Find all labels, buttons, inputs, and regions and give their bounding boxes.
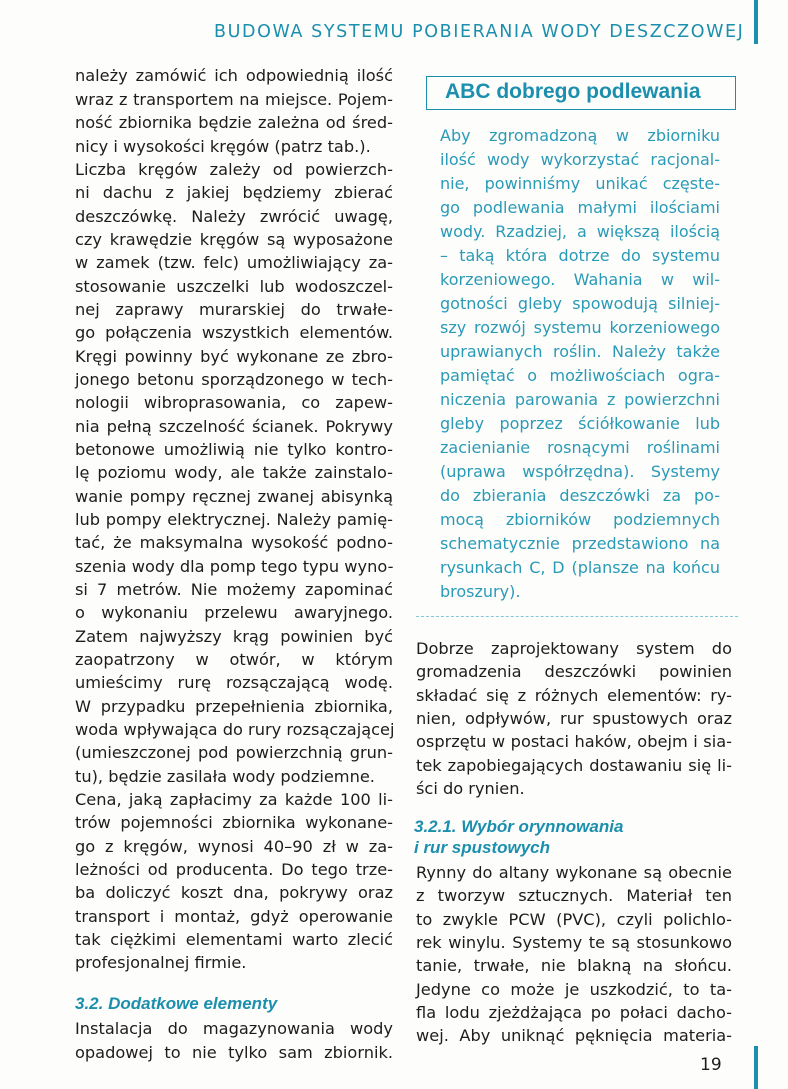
text-line: go połączenia wszystkich elementów. <box>75 323 393 342</box>
text-line: fla lodu zjeżdżająca po połaci dacho- <box>416 1003 732 1022</box>
text-line: si 7 metrów. Nie możemy zapominać <box>75 580 393 599</box>
text-line: wraz z transportem na miejsce. Pojem- <box>75 90 393 109</box>
text-line: nej zaprawy murarskiej do trwałe- <box>75 300 393 319</box>
info-box-line: gotności gleby spowodują silniej- <box>440 294 720 313</box>
info-box-line: go podlewania małymi ilościami <box>440 198 720 217</box>
info-box-line: wody. Rzadziej, a większą ilością <box>440 222 720 241</box>
text-line: Zatem najwyższy krąg powinien być <box>75 627 393 646</box>
text-line: lub pompy elektrycznej. Należy pamię- <box>75 510 393 529</box>
text-line: umieścimy rurę rozsączającą wodę. <box>75 673 393 692</box>
info-box-line: nie, powinniśmy unikać częste- <box>440 174 720 193</box>
info-box-line: do zbierania deszczówki za po- <box>440 486 720 505</box>
text-line: zaopatrzony w otwór, w którym <box>75 650 393 669</box>
text-line: stosowanie uszczelki lub wodoszczel- <box>75 277 393 296</box>
text-line: jonego betonu sporządzonego w tech- <box>75 370 393 389</box>
text-line: woda wpływająca do rury rozsączającej <box>75 720 395 739</box>
text-line: Dobrze zaprojektowany system do <box>416 639 732 658</box>
running-header: BUDOWA SYSTEMU POBIERANIA WODY DESZCZOWEJ <box>214 22 745 42</box>
info-box-line: rysunkach C, D (plansze na końcu <box>440 558 720 577</box>
page-number: 19 <box>700 1055 722 1075</box>
text-line: szenia wody dla pomp tego typu wyno- <box>75 557 394 576</box>
text-line: Kręgi powinny być wykonane ze zbro- <box>75 347 393 366</box>
info-box-title: ABC dobrego podlewania <box>445 80 701 103</box>
text-line: wej. Aby uniknąć pęknięcia materia- <box>416 1026 732 1045</box>
text-line: składać się z różnych elementów: ry- <box>416 686 732 705</box>
info-box-line: Aby zgromadzoną w zbiorniku <box>440 126 720 145</box>
text-line: z tworzyw sztucznych. Materiał ten <box>416 886 732 905</box>
text-line: transport i montaż, gdyż operowanie <box>75 907 393 926</box>
text-line: (umieszczonej pod powierzchnią grun- <box>75 743 393 762</box>
text-line: czy krawędzie kręgów są wyposażone <box>75 230 393 249</box>
section-heading: 3.2. Dodatkowe elementy <box>75 994 278 1013</box>
text-line: osprzętu w postaci haków, obejm i sia- <box>416 732 732 751</box>
text-line: nia pełną szczelność ścianek. Pokrywy <box>75 417 393 436</box>
info-box-line: mocą zbiorników podziemnych <box>440 510 720 529</box>
text-line: ba doliczyć koszt dna, pokrywy oraz <box>75 883 393 902</box>
info-box-line: zacienianie rosnącymi roślinami <box>440 438 720 457</box>
text-line: wanie pompy ręcznej zwanej abisynką <box>75 487 393 506</box>
text-line: Jedyne co może je uszkodzić, to ta- <box>416 980 732 999</box>
text-line: profesjonalnej firmie. <box>75 953 247 972</box>
text-line: Rynny do altany wykonane są obecnie <box>416 863 732 882</box>
text-line: betonowe umożliwią nie tylko kontro- <box>75 440 393 459</box>
text-line: opadowej to nie tylko sam zbiornik. <box>75 1043 393 1062</box>
text-line: w zamek (tzw. felc) umożliwiający za- <box>75 253 393 272</box>
info-box-line: – taką która dotrze do systemu <box>440 246 720 265</box>
subsection-heading: 3.2.1. Wybór orynnowania <box>414 817 624 836</box>
text-line: rek winylu. Systemy te są stosunkowo <box>416 933 732 952</box>
info-box-bottom-rule <box>416 616 738 617</box>
info-box-line: szy rozwój systemu korzeniowego <box>440 318 720 337</box>
text-line: ści do rynien. <box>416 779 525 798</box>
text-line: tak ciężkimi elementami warto zlecić <box>75 930 393 949</box>
info-box-line: ilość wody wykorzystać racjonal- <box>440 150 720 169</box>
info-box-line: (uprawa współrzędna). Systemy <box>440 462 720 481</box>
text-line: ni dachu z jakiej będziemy zbierać <box>75 183 393 202</box>
text-line: trów pojemności zbiornika wykonane- <box>75 813 393 832</box>
text-line: Liczba kręgów zależy od powierzch- <box>75 160 393 179</box>
text-line: go z kręgów, wynosi 40–90 zł w za- <box>75 837 393 856</box>
info-box-line: korzeniowego. Wahania w wil- <box>440 270 720 289</box>
text-line: Instalacja do magazynowania wody <box>75 1019 393 1038</box>
text-line: ność zbiornika będzie zależna od śred- <box>75 113 393 132</box>
text-line: tanie, trwałe, nie blakną na słońcu. <box>416 956 732 975</box>
text-line: W przypadku przepełnienia zbiornika, <box>75 697 393 716</box>
text-line: deszczówkę. Należy zwrócić uwagę, <box>75 207 393 226</box>
text-line: to zwykle PCW (PVC), czyli polichlo- <box>416 910 732 929</box>
text-line: nicy i wysokości kręgów (patrz tab.). <box>75 137 371 156</box>
info-box-line: pamiętać o możliwościach ogra- <box>440 366 720 385</box>
text-line: Cena, jaką zapłacimy za każde 100 li- <box>75 790 393 809</box>
text-line: tu), będzie zasilała wody podziemne. <box>75 767 375 786</box>
info-box-line: uprawianych roślin. Należy także <box>440 342 720 361</box>
subsection-heading: i rur spustowych <box>414 838 551 857</box>
text-line: nien, odpływów, rur spustowych oraz <box>416 709 732 728</box>
text-line: tek zapobiegających dostawaniu się li- <box>416 756 732 775</box>
footer-edge-bar <box>754 1046 758 1089</box>
header-edge-bar <box>754 0 758 44</box>
text-line: leżności od producenta. Do tego trze- <box>75 860 393 879</box>
text-line: o wykonaniu przelewu awaryjnego. <box>75 603 393 622</box>
text-line: nologii wibroprasowania, co zapew- <box>75 393 393 412</box>
text-line: lę poziomu wody, ale także zainstalo- <box>75 463 393 482</box>
text-line: należy zamówić ich odpowiednią ilość <box>75 66 393 85</box>
info-box-line: schematycznie przedstawiono na <box>440 534 720 553</box>
info-box-line: niczenia parowania z powierzchni <box>440 390 720 409</box>
info-box-line: gleby poprzez ściółkowanie lub <box>440 414 720 433</box>
info-box-line: broszury). <box>440 582 521 601</box>
text-line: gromadzenia deszczówki powinien <box>416 662 732 681</box>
text-line: tać, że maksymalna wysokość podno- <box>75 533 393 552</box>
